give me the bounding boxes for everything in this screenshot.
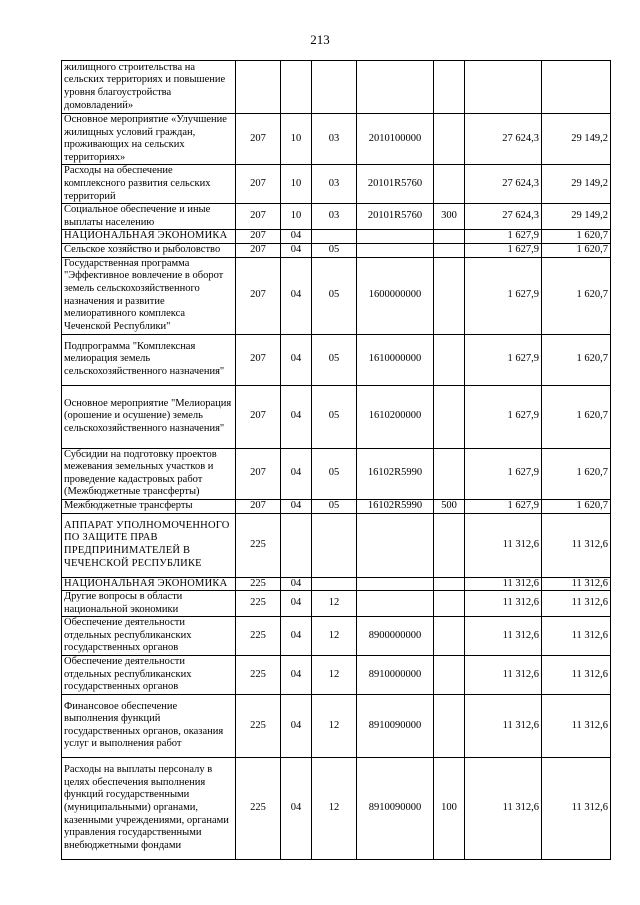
row-name: Основное мероприятие "Мелиорация (орошение и осушение) земель сельскохозяйственного назначения" — [62, 385, 236, 448]
amount-2: 1 620,7 — [542, 499, 611, 513]
row-name: Финансовое обеспечение выполнения функций государственных органов, оказания услуг и выполнения работ — [62, 694, 236, 757]
amount-1: 27 624,3 — [465, 165, 542, 204]
subsection-code: 03 — [312, 204, 357, 230]
section-code: 04 — [281, 694, 312, 757]
target-article — [357, 230, 434, 244]
amount-2: 1 620,7 — [542, 385, 611, 448]
expense-type: 300 — [434, 204, 465, 230]
subsection-code: 03 — [312, 165, 357, 204]
table-row — [62, 114, 611, 165]
table-row — [62, 204, 611, 230]
page-number: 213 — [310, 32, 330, 47]
expense-type — [434, 243, 465, 257]
amount-1: 1 627,9 — [465, 385, 542, 448]
subsection-code — [312, 61, 357, 114]
amount-1 — [465, 61, 542, 114]
target-article: 2010100000 — [357, 114, 434, 165]
ministry-code: 207 — [236, 230, 281, 244]
section-code: 10 — [281, 165, 312, 204]
target-article: 1610200000 — [357, 385, 434, 448]
amount-2: 11 312,6 — [542, 617, 611, 656]
ministry-code: 225 — [236, 694, 281, 757]
amount-1: 11 312,6 — [465, 757, 542, 859]
ministry-code: 225 — [236, 656, 281, 695]
target-article: 8910090000 — [357, 757, 434, 859]
amount-1: 27 624,3 — [465, 114, 542, 165]
subsection-code: 12 — [312, 757, 357, 859]
target-article: 1610000000 — [357, 334, 434, 385]
section-code: 04 — [281, 617, 312, 656]
table-row — [62, 499, 611, 513]
amount-2: 1 620,7 — [542, 243, 611, 257]
budget-table — [61, 60, 611, 860]
expense-type — [434, 165, 465, 204]
expense-type — [434, 61, 465, 114]
amount-1: 11 312,6 — [465, 694, 542, 757]
section-code: 04 — [281, 243, 312, 257]
subsection-code: 12 — [312, 656, 357, 695]
row-name: Обеспечение деятельности отдельных республиканских государственных органов — [62, 656, 236, 695]
section-code: 04 — [281, 499, 312, 513]
amount-1: 11 312,6 — [465, 591, 542, 617]
ministry-code: 207 — [236, 448, 281, 499]
section-code — [281, 513, 312, 577]
table-row — [62, 448, 611, 499]
ministry-code: 207 — [236, 204, 281, 230]
ministry-code — [236, 61, 281, 114]
row-name: АППАРАТ УПОЛНОМОЧЕННОГО ПО ЗАЩИТЕ ПРАВ ПРЕДПРИНИМАТЕЛЕЙ В ЧЕЧЕНСКОЙ РЕСПУБЛИКЕ — [62, 513, 236, 577]
target-article: 8900000000 — [357, 617, 434, 656]
subsection-code: 12 — [312, 591, 357, 617]
target-article — [357, 61, 434, 114]
amount-2: 1 620,7 — [542, 257, 611, 334]
amount-2: 11 312,6 — [542, 591, 611, 617]
target-article: 8910000000 — [357, 656, 434, 695]
table-row — [62, 243, 611, 257]
amount-1: 1 627,9 — [465, 243, 542, 257]
row-name: Расходы на обеспечение комплексного развития сельских территорий — [62, 165, 236, 204]
target-article — [357, 577, 434, 591]
section-code: 04 — [281, 257, 312, 334]
subsection-code: 03 — [312, 114, 357, 165]
expense-type — [434, 385, 465, 448]
row-name: Основное мероприятие «Улучшение жилищных условий граждан, проживающих на сельских территориях» — [62, 114, 236, 165]
expense-type — [434, 230, 465, 244]
row-name: НАЦИОНАЛЬНАЯ ЭКОНОМИКА — [62, 577, 236, 591]
table-body — [62, 61, 611, 860]
ministry-code: 207 — [236, 257, 281, 334]
amount-1: 11 312,6 — [465, 577, 542, 591]
table-row — [62, 591, 611, 617]
target-article: 20101R5760 — [357, 204, 434, 230]
subsection-code: 05 — [312, 385, 357, 448]
amount-2: 11 312,6 — [542, 513, 611, 577]
subsection-code — [312, 513, 357, 577]
ministry-code: 207 — [236, 499, 281, 513]
section-code: 04 — [281, 656, 312, 695]
amount-2: 29 149,2 — [542, 114, 611, 165]
expense-type — [434, 617, 465, 656]
target-article: 16102R5990 — [357, 499, 434, 513]
amount-1: 1 627,9 — [465, 448, 542, 499]
expense-type — [434, 334, 465, 385]
row-name: Расходы на выплаты персоналу в целях обеспечения выполнения функций государственными (муниципальными) органами, казенными учреждениями, органами управления государственными внебюджетными фондами — [62, 757, 236, 859]
table-row — [62, 165, 611, 204]
amount-1: 11 312,6 — [465, 656, 542, 695]
subsection-code: 05 — [312, 334, 357, 385]
table-row — [62, 617, 611, 656]
amount-2: 1 620,7 — [542, 448, 611, 499]
amount-2: 1 620,7 — [542, 334, 611, 385]
expense-type: 100 — [434, 757, 465, 859]
amount-2: 11 312,6 — [542, 757, 611, 859]
amount-1: 27 624,3 — [465, 204, 542, 230]
row-name: Государственная программа "Эффективное вовлечение в оборот земель сельскохозяйственного назначения и развитие мелиоративного комплекса Чеченской Республики" — [62, 257, 236, 334]
row-name: Обеспечение деятельности отдельных республиканских государственных органов — [62, 617, 236, 656]
row-name: Межбюджетные трансферты — [62, 499, 236, 513]
subsection-code — [312, 230, 357, 244]
amount-1: 1 627,9 — [465, 499, 542, 513]
ministry-code: 225 — [236, 617, 281, 656]
amount-2: 1 620,7 — [542, 230, 611, 244]
amount-2: 29 149,2 — [542, 204, 611, 230]
amount-1: 1 627,9 — [465, 230, 542, 244]
row-name: Подпрограмма "Комплексная мелиорация земель сельскохозяйственного назначения" — [62, 334, 236, 385]
amount-1: 11 312,6 — [465, 617, 542, 656]
target-article: 8910090000 — [357, 694, 434, 757]
ministry-code: 207 — [236, 114, 281, 165]
subsection-code: 05 — [312, 448, 357, 499]
row-name: Субсидии на подготовку проектов межевания земельных участков и проведение кадастровых работ (Межбюджетные трансферты) — [62, 448, 236, 499]
amount-2: 11 312,6 — [542, 656, 611, 695]
section-code: 04 — [281, 448, 312, 499]
expense-type — [434, 591, 465, 617]
ministry-code: 225 — [236, 513, 281, 577]
target-article — [357, 591, 434, 617]
ministry-code: 207 — [236, 385, 281, 448]
expense-type — [434, 694, 465, 757]
amount-1: 11 312,6 — [465, 513, 542, 577]
expense-type — [434, 448, 465, 499]
table-row — [62, 61, 611, 114]
section-code — [281, 61, 312, 114]
section-code: 04 — [281, 385, 312, 448]
table-row — [62, 577, 611, 591]
target-article: 20101R5760 — [357, 165, 434, 204]
expense-type — [434, 114, 465, 165]
ministry-code: 207 — [236, 243, 281, 257]
row-name: НАЦИОНАЛЬНАЯ ЭКОНОМИКА — [62, 230, 236, 244]
ministry-code: 207 — [236, 165, 281, 204]
section-code: 10 — [281, 114, 312, 165]
section-code: 04 — [281, 334, 312, 385]
table-row — [62, 257, 611, 334]
section-code: 04 — [281, 591, 312, 617]
target-article: 1600000000 — [357, 257, 434, 334]
amount-2: 11 312,6 — [542, 577, 611, 591]
expense-type — [434, 513, 465, 577]
subsection-code — [312, 577, 357, 591]
table-row — [62, 757, 611, 859]
target-article: 16102R5990 — [357, 448, 434, 499]
amount-1: 1 627,9 — [465, 334, 542, 385]
table-row — [62, 230, 611, 244]
expense-type: 500 — [434, 499, 465, 513]
table-row — [62, 385, 611, 448]
amount-2: 11 312,6 — [542, 694, 611, 757]
amount-1: 1 627,9 — [465, 257, 542, 334]
ministry-code: 225 — [236, 591, 281, 617]
row-name: Социальное обеспечение и иные выплаты населению — [62, 204, 236, 230]
ministry-code: 207 — [236, 334, 281, 385]
amount-2 — [542, 61, 611, 114]
expense-type — [434, 257, 465, 334]
row-name: Другие вопросы в области национальной экономики — [62, 591, 236, 617]
target-article — [357, 243, 434, 257]
table-row — [62, 513, 611, 577]
ministry-code: 225 — [236, 757, 281, 859]
section-code: 04 — [281, 757, 312, 859]
subsection-code: 12 — [312, 617, 357, 656]
expense-type — [434, 656, 465, 695]
amount-2: 29 149,2 — [542, 165, 611, 204]
subsection-code: 12 — [312, 694, 357, 757]
table-row — [62, 334, 611, 385]
row-name: жилищного строительства на сельских территориях и повышение уровня благоустройства домовладений» — [62, 61, 236, 114]
subsection-code: 05 — [312, 257, 357, 334]
section-code: 10 — [281, 204, 312, 230]
row-name: Сельское хозяйство и рыболовство — [62, 243, 236, 257]
expense-type — [434, 577, 465, 591]
subsection-code: 05 — [312, 499, 357, 513]
subsection-code: 05 — [312, 243, 357, 257]
ministry-code: 225 — [236, 577, 281, 591]
table-row — [62, 656, 611, 695]
section-code: 04 — [281, 577, 312, 591]
section-code: 04 — [281, 230, 312, 244]
table-row — [62, 694, 611, 757]
target-article — [357, 513, 434, 577]
